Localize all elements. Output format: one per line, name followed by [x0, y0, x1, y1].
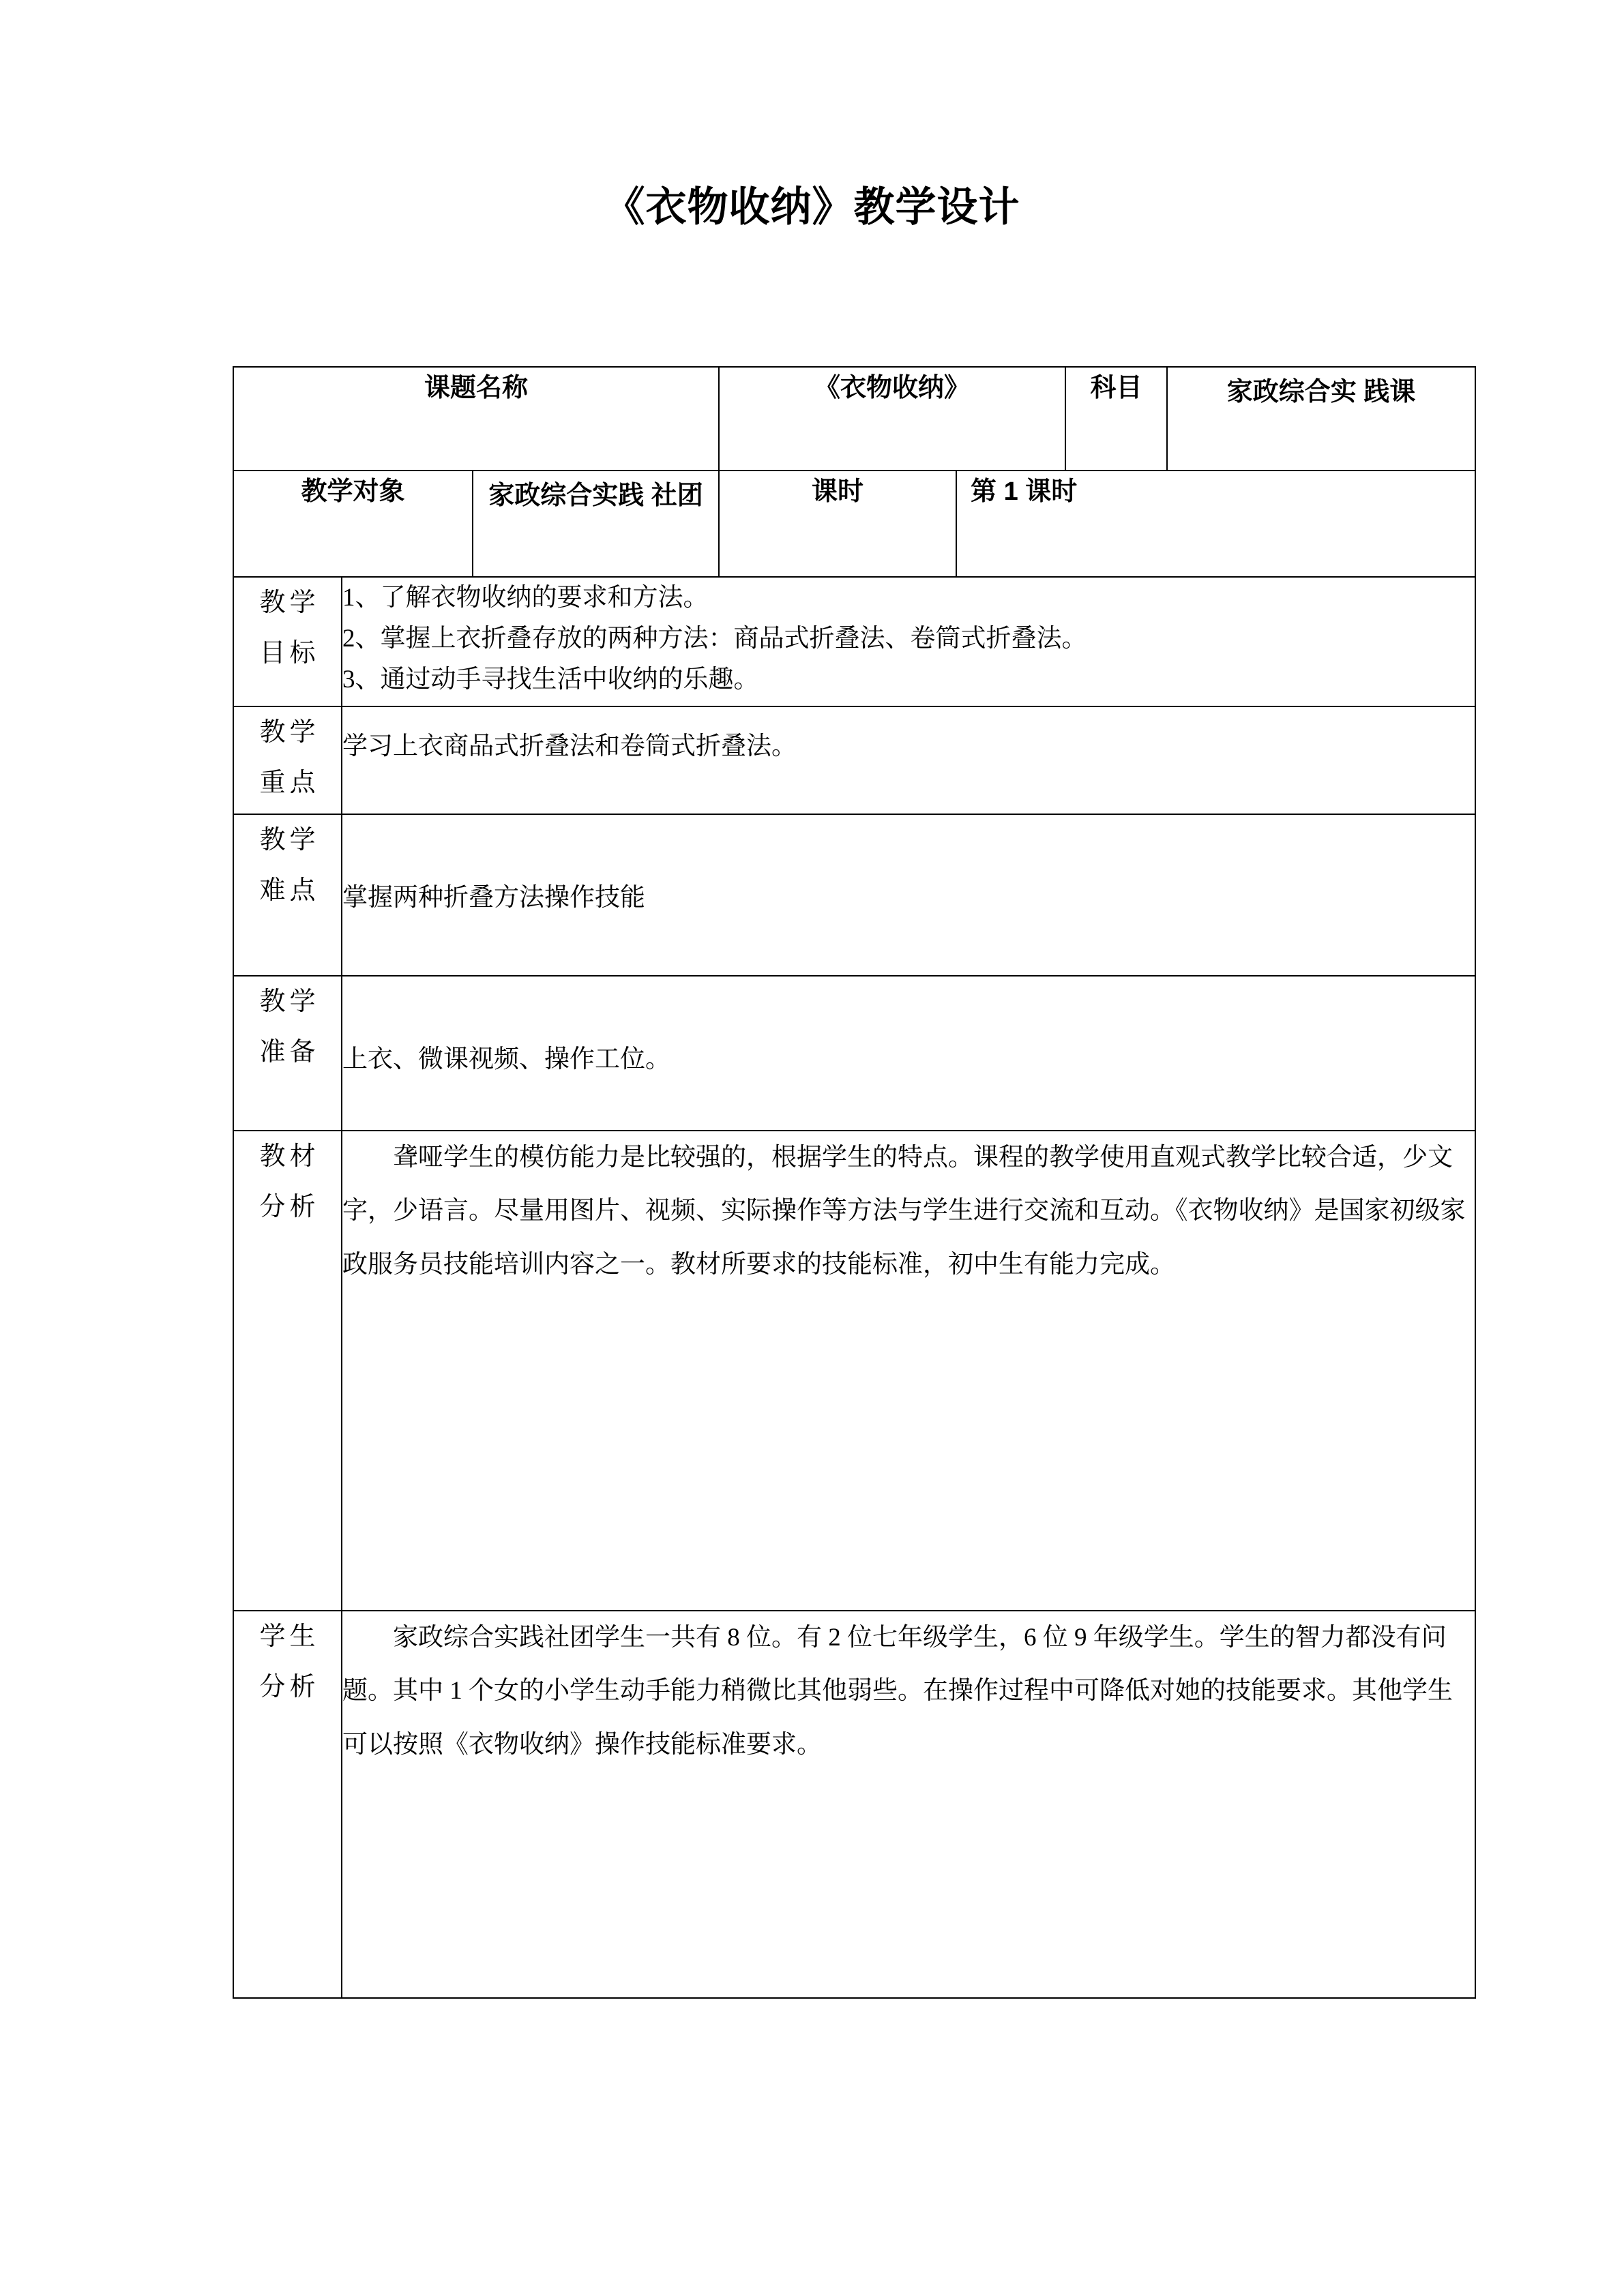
student-analysis-label-cell	[233, 1611, 342, 1998]
audience-value-line2: 社团	[651, 481, 703, 510]
table-row-difficulty	[233, 814, 1475, 976]
focus-label-cell	[233, 706, 342, 814]
student-analysis-content-cell	[342, 1611, 1475, 1998]
table-row-focus	[233, 706, 1475, 814]
material-analysis-content-cell	[342, 1131, 1475, 1611]
material-analysis-label-line1: 教材	[259, 1142, 320, 1171]
focus-content-cell	[342, 706, 1475, 814]
difficulty-text: 掌握两种折叠方法操作技能	[342, 884, 645, 912]
preparation-content-cell	[342, 976, 1475, 1131]
subject-category-value-line2: 践课	[1363, 378, 1416, 406]
focus-label-line1: 教学	[259, 718, 320, 747]
table-row-material-analysis	[233, 1131, 1475, 1611]
material-analysis-label-cell	[233, 1131, 342, 1611]
audience-value-line1: 家政综合实践	[488, 481, 645, 510]
objectives-content-cell	[342, 577, 1475, 706]
preparation-label-cell	[233, 976, 342, 1131]
material-analysis-paragraph: 聋哑学生的模仿能力是比较强的，根据学生的特点。课程的教学使用直观式教学比较合适，少文字，少语言。尽量用图片、视频、实际操作等方法与学生进行交流和互动。《衣物收纳》是国家初级家政服务员技能培训内容之一。教材所要求的技能标准，初中生有能力完成。	[342, 1144, 1466, 1279]
focus-label-line2: 重点	[259, 769, 320, 798]
student-analysis-label-line1: 学生	[259, 1622, 320, 1651]
objectives-label-line2: 目标	[259, 639, 320, 668]
period-value: 第 1 课时	[971, 477, 1078, 506]
period-label-cell	[719, 471, 956, 577]
difficulty-content-cell	[342, 814, 1475, 976]
audience-label-cell	[233, 471, 473, 577]
lesson-plan-table	[233, 366, 1476, 1999]
difficulty-label-line2: 难点	[259, 876, 320, 906]
subject-value-cell	[719, 367, 1065, 471]
subject-category-label: 科目	[1090, 374, 1142, 402]
student-analysis-paragraph: 家政综合实践社团学生一共有 8 位。有 2 位七年级学生，6 位 9 年级学生。学生的智力都没有问题。其中 1 个女的小学生动手能力稍微比其他弱些。在操作过程中可降低对她的技能要求。其他学生可以按照《衣物收纳》操作技能标准要求。	[342, 1624, 1453, 1759]
objectives-label-line1: 教学	[259, 588, 320, 617]
table-row-objectives	[233, 577, 1475, 706]
page-title: 《衣物收纳》教学设计	[604, 184, 1020, 230]
period-value-cell	[956, 471, 1475, 577]
focus-text: 学习上衣商品式折叠法和卷筒式折叠法。	[342, 732, 797, 760]
subject-label-cell	[233, 367, 719, 471]
table-row-audience	[233, 471, 1475, 577]
table-row-subject	[233, 367, 1475, 471]
table-row-student-analysis	[233, 1611, 1475, 1998]
student-analysis-label-line2: 分析	[259, 1673, 320, 1702]
objective-item: 2、掌握上衣折叠存放的两种方法：商品式折叠法、卷筒式折叠法。	[342, 624, 1087, 653]
objectives-label-cell	[233, 577, 342, 706]
audience-value-cell	[473, 471, 719, 577]
difficulty-label-cell	[233, 814, 342, 976]
subject-value: 《衣物收纳》	[814, 374, 971, 402]
material-analysis-label-line2: 分析	[259, 1193, 320, 1222]
period-label: 课时	[812, 477, 864, 506]
preparation-text: 上衣、微课视频、操作工位。	[342, 1045, 670, 1073]
preparation-label-line1: 教学	[259, 987, 320, 1016]
difficulty-label-line1: 教学	[259, 826, 320, 854]
objective-item: 3、通过动手寻找生活中收纳的乐趣。	[342, 665, 759, 694]
subject-category-label-cell	[1065, 367, 1167, 471]
objective-item: 1、了解衣物收纳的要求和方法。	[342, 584, 709, 612]
table-row-preparation	[233, 976, 1475, 1131]
subject-category-value-line1: 家政综合实	[1226, 378, 1357, 406]
audience-label: 教学对象	[301, 477, 405, 506]
subject-category-value-cell	[1167, 367, 1475, 471]
subject-label: 课题名称	[424, 374, 529, 402]
preparation-label-line2: 准备	[259, 1038, 320, 1067]
